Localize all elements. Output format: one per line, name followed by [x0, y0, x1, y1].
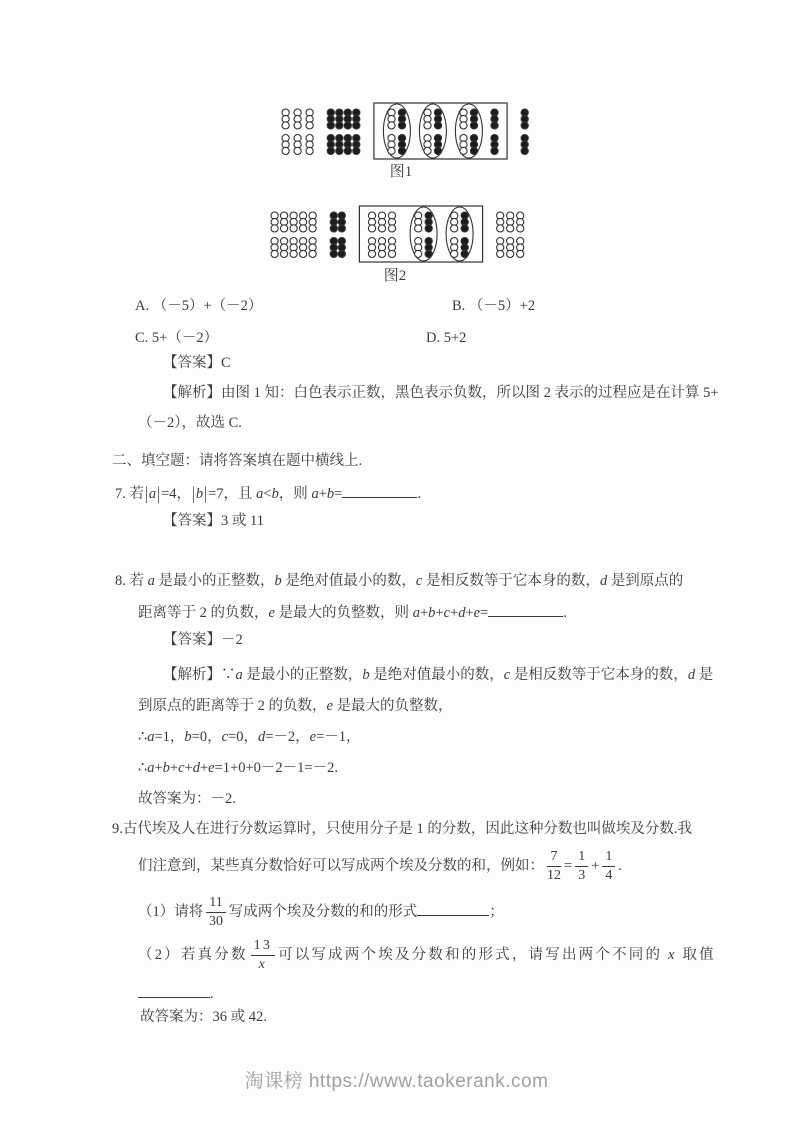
- question9-text-line2: 们注意到，某些真分数恰好可以写成两个埃及分数的和，例如： $\frac{7}{12}$ = $\frac{1}{3}$ + $\frac{1}{4}$ .: [138, 849, 622, 884]
- figure1-counter-diagram: [281, 100, 531, 162]
- question6-option-b: B. （－5）+2: [452, 298, 536, 314]
- site-watermark: 淘课榜 https://www.taokerank.com: [244, 1071, 549, 1092]
- question6-option-a: A. （－5）+（－2）: [135, 298, 263, 314]
- question6-option-c: C. 5+（－2）: [135, 330, 219, 346]
- question9-answer: 故答案为：36 或 42.: [140, 1009, 267, 1025]
- question7-text: 7. 若|a|=4，|b|=7，且 a<b，则 a+b= .: [115, 484, 421, 504]
- question6-option-d: D. 5+2: [426, 330, 467, 346]
- question9-blank-line: .: [138, 983, 214, 1003]
- question7-answer: 【答案】3 或 11: [163, 513, 264, 529]
- figure2-counter-diagram: [270, 203, 526, 265]
- question9-part2: （2）若真分数 $\frac{13}{x}$ 可以写成两个埃及分数和的形式，请写出两个不同的 x 取值: [138, 938, 716, 973]
- question6-analysis-line1: 【解析】由图 1 知：白色表示正数，黑色表示负数，所以图 2 表示的过程应是在计算 5+: [163, 385, 719, 401]
- question6-analysis-line2: （－2），故选 C.: [138, 415, 242, 431]
- question8-analysis-line5: 故答案为：－2.: [138, 791, 236, 807]
- question8-text-line1: 8. 若 a 是最小的正整数，b 是绝对值最小的数，c 是相反数等于它本身的数，d 是到原点的: [115, 573, 684, 589]
- question8-analysis-line4: ∴a+b+c+d+e=1+0+0－2－1=－2.: [138, 760, 338, 776]
- figure1-label: 图1: [389, 164, 413, 180]
- question9-part1: （1）请将 $\frac{11}{30}$ 写成两个埃及分数的和的形式 ；: [138, 895, 504, 930]
- question6-answer: 【答案】C: [163, 355, 231, 371]
- question9-text-line1: 9.古代埃及人在进行分数运算时，只使用分子是 1 的分数，因此这种分数也叫做埃及分数.我: [112, 821, 692, 837]
- question8-analysis-line2: 到原点的距离等于 2 的负数，e 是最大的负整数，: [138, 698, 453, 714]
- question8-analysis-line3: ∴a=1，b=0，c=0，d=－2，e=－1，: [138, 729, 361, 745]
- section2-heading: 二、填空题：请将答案填在题中横线上.: [112, 453, 363, 469]
- question8-answer: 【答案】－2: [163, 632, 243, 648]
- figure2-label: 图2: [383, 268, 407, 284]
- question8-analysis-line1: 【解析】∵a 是最小的正整数，b 是绝对值最小的数，c 是相反数等于它本身的数，d 是: [163, 667, 714, 683]
- question8-text-line2: 距离等于 2 的负数，e 是最大的负整数，则 a+b+c+d+e= .: [138, 602, 567, 622]
